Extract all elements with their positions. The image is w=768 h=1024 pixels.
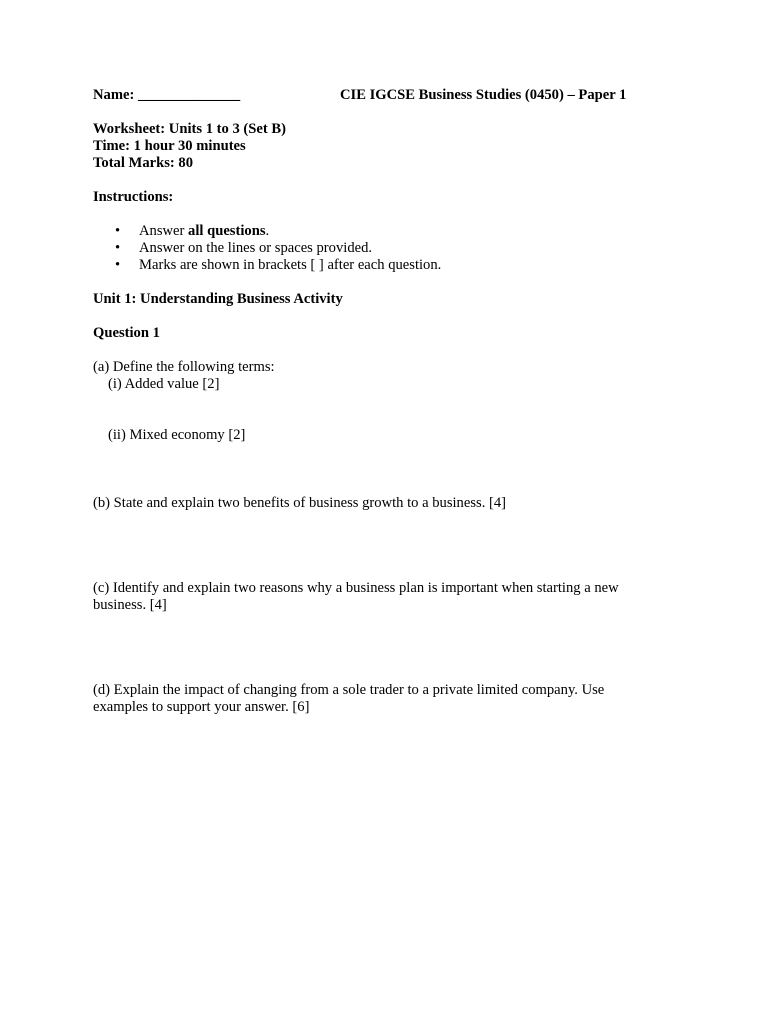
question-1c-line1: (c) Identify and explain two reasons why a business plan is important when starting a new [93,580,619,596]
time-allowed: Time: 1 hour 30 minutes [93,138,246,154]
bullet-icon: • [115,240,121,256]
list-item: • Marks are shown in brackets [ ] after each question. [115,257,442,273]
instructions-list [93,223,683,274]
paper-title: CIE IGCSE Business Studies (0450) – Paper 1 [340,87,627,103]
name-field-label: Name: ______________ [93,87,241,103]
bullet-icon: • [115,257,121,273]
list-item: • Answer all questions. [115,223,270,239]
question-1d-line2: examples to support your answer. [6] [93,699,310,715]
question-1a: (a) Define the following terms: [93,359,275,375]
unit-heading: Unit 1: Understanding Business Activity [93,291,343,307]
instructions-heading: Instructions: [93,189,174,205]
question-1b: (b) State and explain two benefits of business growth to a business. [4] [93,495,507,511]
list-item: • Answer on the lines or spaces provided. [115,240,373,256]
worksheet-title: Worksheet: Units 1 to 3 (Set B) [93,121,286,137]
worksheet-page [93,87,683,716]
question-heading: Question 1 [93,325,160,341]
total-marks: Total Marks: 80 [93,155,193,171]
question-1a-i: (i) Added value [2] [108,376,220,392]
question-1a-ii: (ii) Mixed economy [2] [108,427,246,443]
question-1c-line2: business. [4] [93,597,167,613]
header-row [93,87,683,104]
question-1d-line1: (d) Explain the impact of changing from a sole trader to a private limited company. Use [93,682,605,698]
bullet-icon: • [115,223,121,239]
